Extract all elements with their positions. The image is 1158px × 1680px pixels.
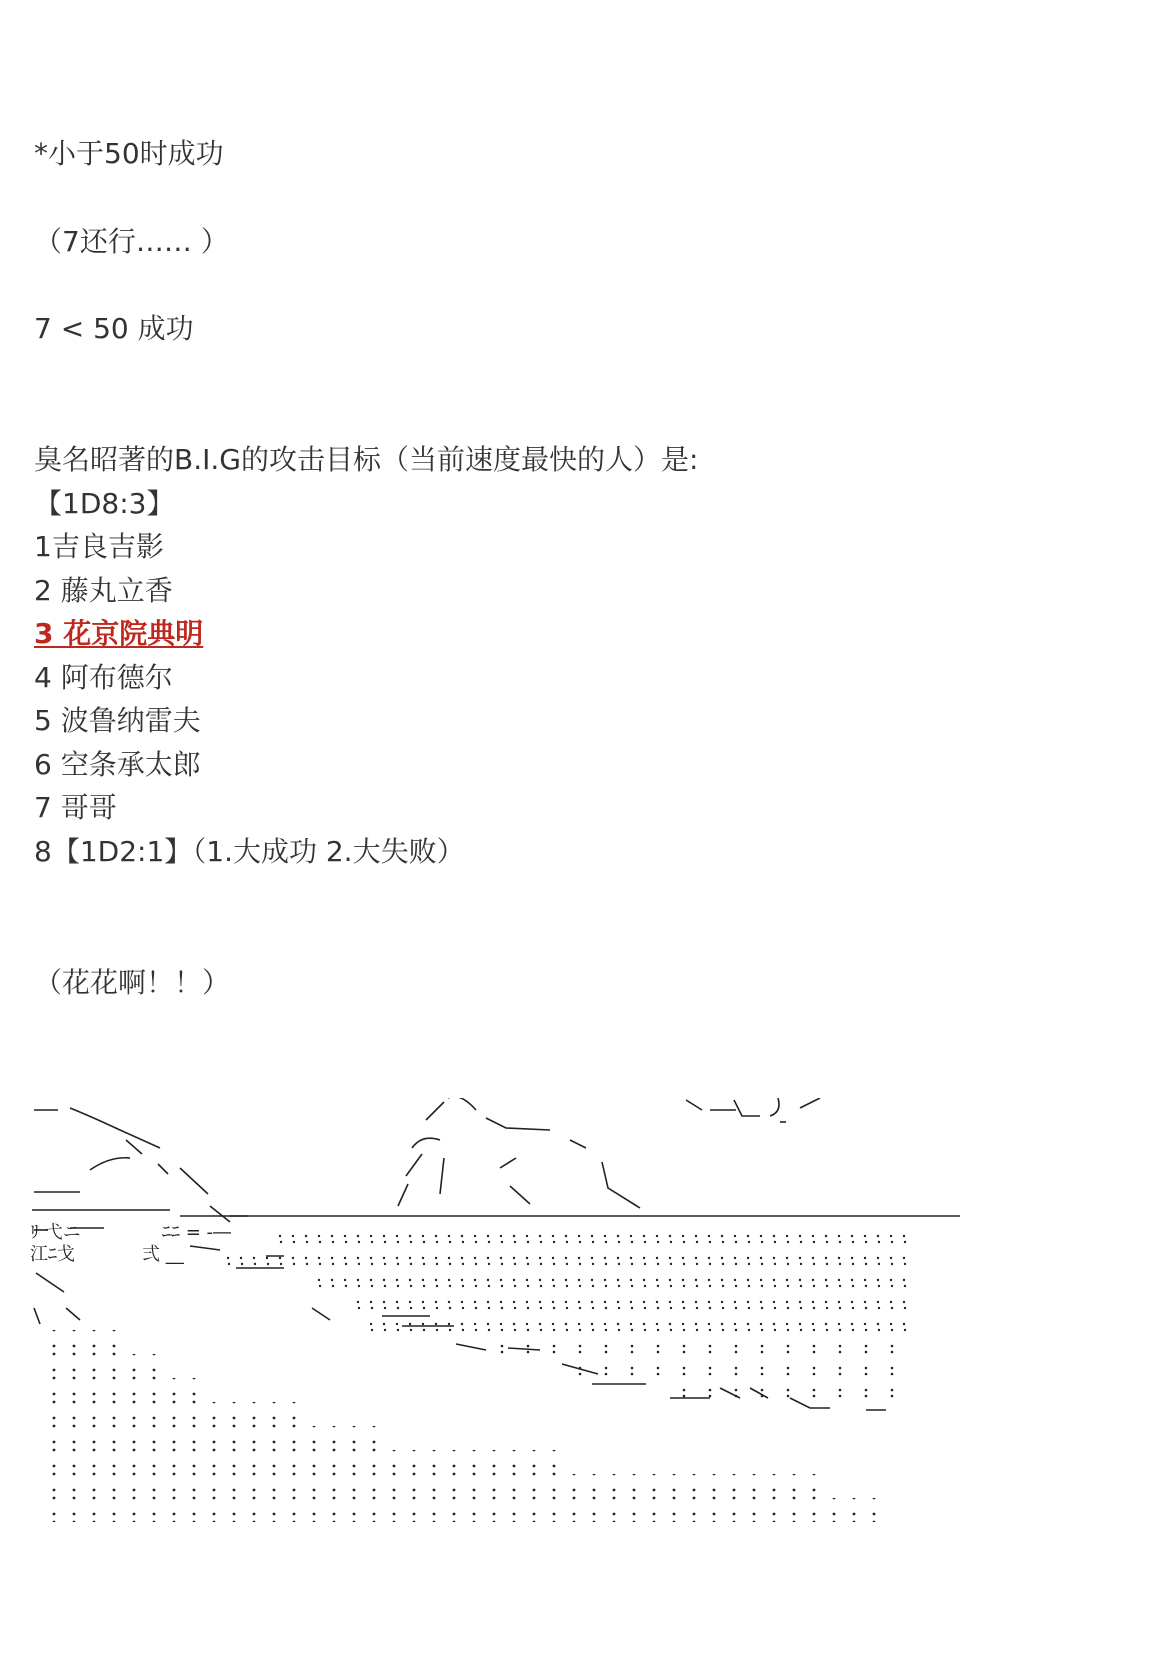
shore-dots-2 <box>40 1354 160 1378</box>
target-question-text: 臭名昭著的B.I.G的攻击目标（当前速度最快的人）是: <box>34 443 699 476</box>
shore-dots-5 <box>40 1426 380 1450</box>
svg-text:弍 __: 弍 __ <box>142 1244 184 1265</box>
shore-dots-6 <box>40 1450 560 1474</box>
sea-ripples-5 <box>370 1316 910 1338</box>
option-item: 2 藤丸立香 <box>34 574 173 607</box>
sky-marks <box>686 1098 820 1122</box>
left-glyphs <box>30 1222 231 1265</box>
success-rule-text: *小于50时成功 <box>34 137 224 170</box>
sea-ripples-6 <box>480 1338 910 1360</box>
option-item: 8【1D2:1】（1.大成功 2.大失败） <box>34 835 465 868</box>
shore-dots-7 <box>40 1474 820 1498</box>
svg-text:ﾆﾆ = ‐―: ﾆﾆ = ‐― <box>162 1222 232 1243</box>
option-item: 6 空条承太郎 <box>34 748 201 781</box>
sea-ripples-3 <box>310 1270 910 1292</box>
sea-ripples-7 <box>570 1360 910 1382</box>
shore-dots-1 <box>40 1330 130 1354</box>
comment-text: （花花啊！！） <box>34 966 231 999</box>
sea-ripples-1 <box>270 1222 910 1244</box>
sea-ripples-2 <box>220 1246 910 1268</box>
sea-ripples-8 <box>670 1382 910 1404</box>
option-item: 4 阿布德尔 <box>34 661 173 694</box>
svg-text:江ﾆ戈: 江ﾆ戈 <box>30 1244 75 1265</box>
rock-formation <box>398 1098 640 1208</box>
roll-result-text: 7 < 50 成功 <box>34 312 194 345</box>
sea-ripples-4 <box>350 1294 910 1316</box>
left-cliff <box>32 1108 248 1324</box>
comment-text: （7还行…… ） <box>34 225 229 258</box>
dice-roll-text: 【1D8:3】 <box>34 487 175 520</box>
shore-dots-4 <box>40 1402 300 1426</box>
ascii-art-landscape <box>30 1098 990 1568</box>
option-item-selected: 3 花京院典明 <box>34 617 204 650</box>
svg-text:ﾘ 弋ニ: ﾘ 弋ニ <box>30 1222 81 1243</box>
option-item: 1吉良吉影 <box>34 530 164 563</box>
option-item: 5 波鲁纳雷夫 <box>34 704 201 737</box>
option-item: 7 哥哥 <box>34 791 117 824</box>
shore-dots-3 <box>40 1378 200 1402</box>
shore-dots-8 <box>40 1498 880 1522</box>
